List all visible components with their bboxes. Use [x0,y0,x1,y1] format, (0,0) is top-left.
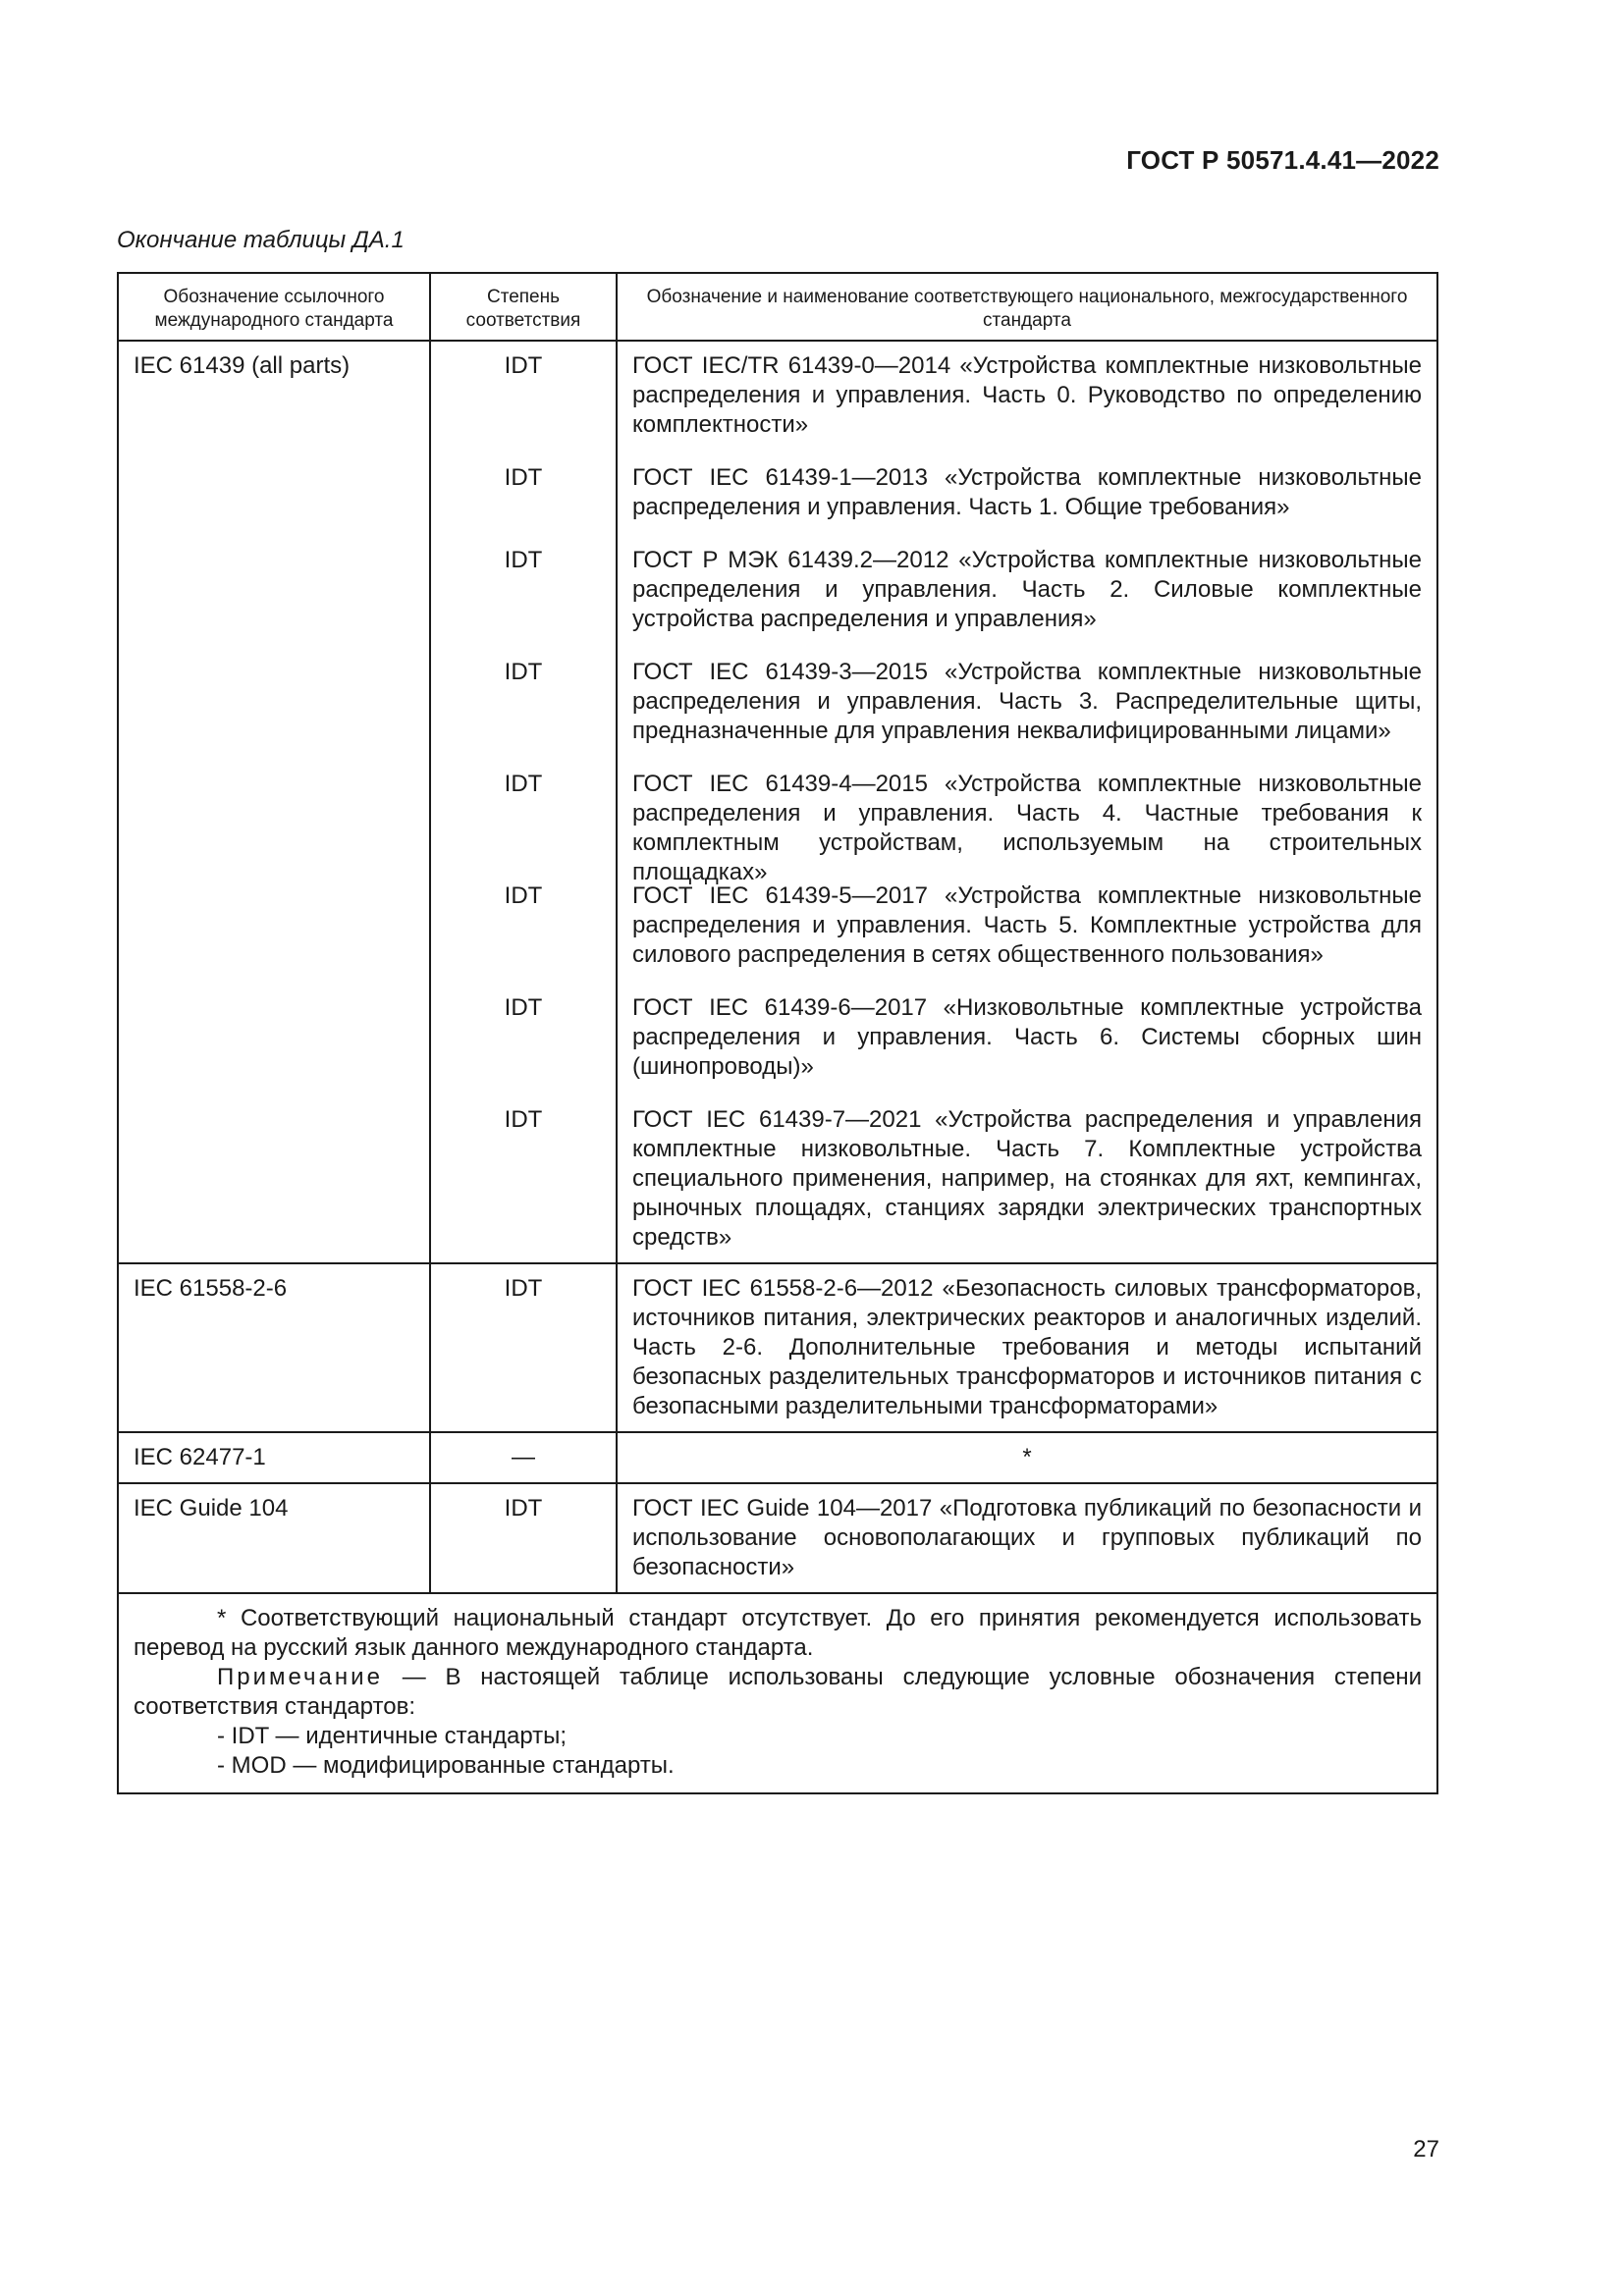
reference-cell: IEC 62477-1 [118,1432,430,1483]
table-row [118,341,1437,1263]
reference-cell: IEC Guide 104 [118,1483,430,1593]
degree-cell [430,341,617,1263]
column-header-reference: Обозначение ссылочного международного стандарта [118,273,430,341]
table-row [118,1483,1437,1593]
degree-cell: IDT [430,1483,617,1593]
table-caption: Окончание таблицы ДА.1 [117,227,405,253]
footnote-asterisk: * Соответствующий национальный стандарт отсутствует. До его принятия рекомендуется использовать перевод на русский язык данного международного стандарта. [134,1605,1422,1661]
degree-value: IDT [504,659,543,685]
footnote-row [118,1593,1437,1793]
national-standard: ГОСТ IEC 61439-7—2021 «Устройства распределения и управления комплектные низковольтные. Часть 7. Комплектные устройства специального применения, например, на стоянках для яхт, кемпингах, рыночных площадях, станциях зарядки электрических транспортных средств» [632,1106,1422,1251]
footnote-item: - IDT — идентичные стандарты; [217,1723,568,1749]
national-standard-cell: ГОСТ IEC Guide 104—2017 «Подготовка публикаций по безопасности и использование основополагающих и групповых публикаций по безопасности» [617,1483,1437,1593]
national-standard: ГОСТ IEC 61439-6—2017 «Низковольтные комплектные устройства распределения и управления. Часть 6. Системы сборных шин (шинопроводы)» [632,994,1422,1080]
national-standard: ГОСТ IEC 61439-4—2015 «Устройства комплектные низковольтные распределения и управления. Часть 4. Частные требования к комплектным устройствам, используемым на строительных площадках» [632,771,1422,885]
table-row [118,1432,1437,1483]
note-text: — В настоящей таблице использованы следующие условные обозначения степени соответствия стандартов: [134,1664,1422,1720]
column-header-national: Обозначение и наименование соответствующего национального, межгосударственного стандарта [617,273,1437,341]
national-standard-cell [617,341,1437,1263]
footnote-note [134,1663,1422,1722]
table-row [118,1263,1437,1432]
reference-cell: IEC 61558-2-6 [118,1263,430,1432]
page-number: 27 [1413,2136,1439,2163]
degree-value: IDT [504,464,543,491]
degree-value: IDT [504,994,543,1021]
reference-cell: IEC 61439 (all parts) [118,341,430,1263]
national-standard: ГОСТ Р МЭК 61439.2—2012 «Устройства комплектные низковольтные распределения и управления. Часть 2. Силовые комплектные устройства распределения и управления» [632,547,1422,632]
degree-value: IDT [504,882,543,909]
degree-cell: IDT [430,1263,617,1432]
national-standard: ГОСТ IEC/TR 61439-0—2014 «Устройства комплектные низковольтные распределения и управления. Часть 0. Руководство по определению комплектности» [632,352,1422,438]
national-standard: ГОСТ IEC 61439-5—2017 «Устройства комплектные низковольтные распределения и управления. Часть 5. Комплектные устройства для силового распределения в сетях общественного пользования» [632,882,1422,968]
degree-cell: — [430,1432,617,1483]
column-header-degree: Степень соответствия [430,273,617,341]
degree-value: IDT [504,547,543,573]
national-standard-cell: * [617,1432,1437,1483]
degree-value: IDT [504,1106,543,1133]
document-id: ГОСТ Р 50571.4.41—2022 [1126,145,1439,175]
national-standard: ГОСТ IEC 61439-3—2015 «Устройства комплектные низковольтные распределения и управления. Часть 3. Распределительные щиты, предназначенные для управления неквалифицированными лицами» [632,659,1422,744]
note-label: Примечание [217,1664,383,1690]
table-footnote [118,1593,1437,1793]
footnote-item: - MOD — модифицированные стандарты. [217,1752,675,1779]
degree-value: IDT [504,771,543,797]
table-header-row [118,273,1437,341]
standards-table [117,272,1438,1794]
degree-value: IDT [504,352,543,379]
national-standard-cell: ГОСТ IEC 61558-2-6—2012 «Безопасность силовых трансформаторов, источников питания, электрических реакторов и аналогичных изделий. Часть 2-6. Дополнительные требования и методы испытаний безопасных разделительных трансформаторов и источников питания с безопасными разделительными трансформаторами» [617,1263,1437,1432]
national-standard: ГОСТ IEC 61439-1—2013 «Устройства комплектные низковольтные распределения и управления. Часть 1. Общие требования» [632,464,1422,520]
